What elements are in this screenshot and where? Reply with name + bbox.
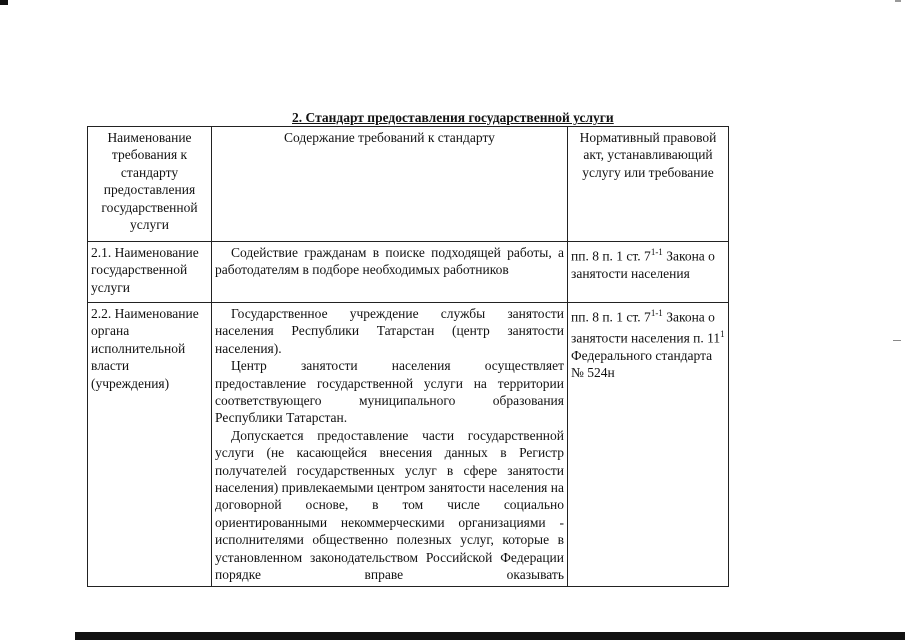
table-header-row (88, 127, 729, 242)
header-cell-act: Нормативный правовой акт, устанавливающий услугу или требование (568, 127, 729, 242)
row2-act-text: пп. 8 п. 1 ст. 7 (571, 309, 651, 325)
row2-paragraph-1: Государственное учреждение службы занятости населения Республики Татарстан (центр занятости населения). (215, 306, 564, 356)
row2-content-cell (212, 303, 568, 587)
row1-content-cell: Содействие гражданам в поиске подходящей работы, а работодателям в подборе необходимых работников (212, 242, 568, 303)
scan-dash (893, 340, 901, 341)
row1-act-superscript: 1-1 (650, 247, 663, 257)
row2-name-cell: 2.2. Наименование органа исполнительной власти (учреждения) (88, 303, 212, 587)
row2-act-superscript-2: 1 (720, 328, 725, 339)
row2-act-cell (568, 303, 729, 587)
header-cell-content: Содержание требований к стандарту (212, 127, 568, 242)
row2-act-text-tail: Федерального стандарта № 524н (571, 347, 713, 381)
scan-bottom-bar (75, 632, 905, 640)
row1-act-cell (568, 242, 729, 303)
scan-speck (895, 0, 901, 2)
row2-act-text-mid: Закона о занятости населения п. 11 (571, 309, 721, 346)
standard-table (87, 126, 729, 587)
row1-act-text: пп. 8 п. 1 ст. 7 (571, 248, 651, 264)
table-row (88, 242, 729, 303)
table-row (88, 303, 729, 587)
row1-act-text-tail: Закона о занятости населения (571, 248, 715, 281)
row2-act-superscript: 1-1 (650, 308, 663, 318)
header-cell-requirement: Наименование требования к стандарту предоставления государственной услуги (88, 127, 212, 242)
section-heading: 2. Стандарт предоставления государственной услуги (292, 110, 614, 125)
row2-paragraph-2: Центр занятости населения осуществляет предоставление государственной услуги на территории соответствующего муниципального образования Республики Татарстан. (215, 358, 564, 426)
row2-paragraph-3: Допускается предоставление части государственной услуги (не касающейся внесения данных в Регистр получателей государственных услуг в сфере занятости населения) привлекаемыми центром занятости населения на договорной основе, в том числе социально ориентированными некоммерческими организациями - исполнителями общественно полезных услуг, которые в установленном законодательством Российской Федерации порядке вправе оказывать (215, 427, 564, 583)
row1-name-cell: 2.1. Наименование государственной услуги (88, 242, 212, 303)
scan-corner-mark (0, 0, 8, 5)
